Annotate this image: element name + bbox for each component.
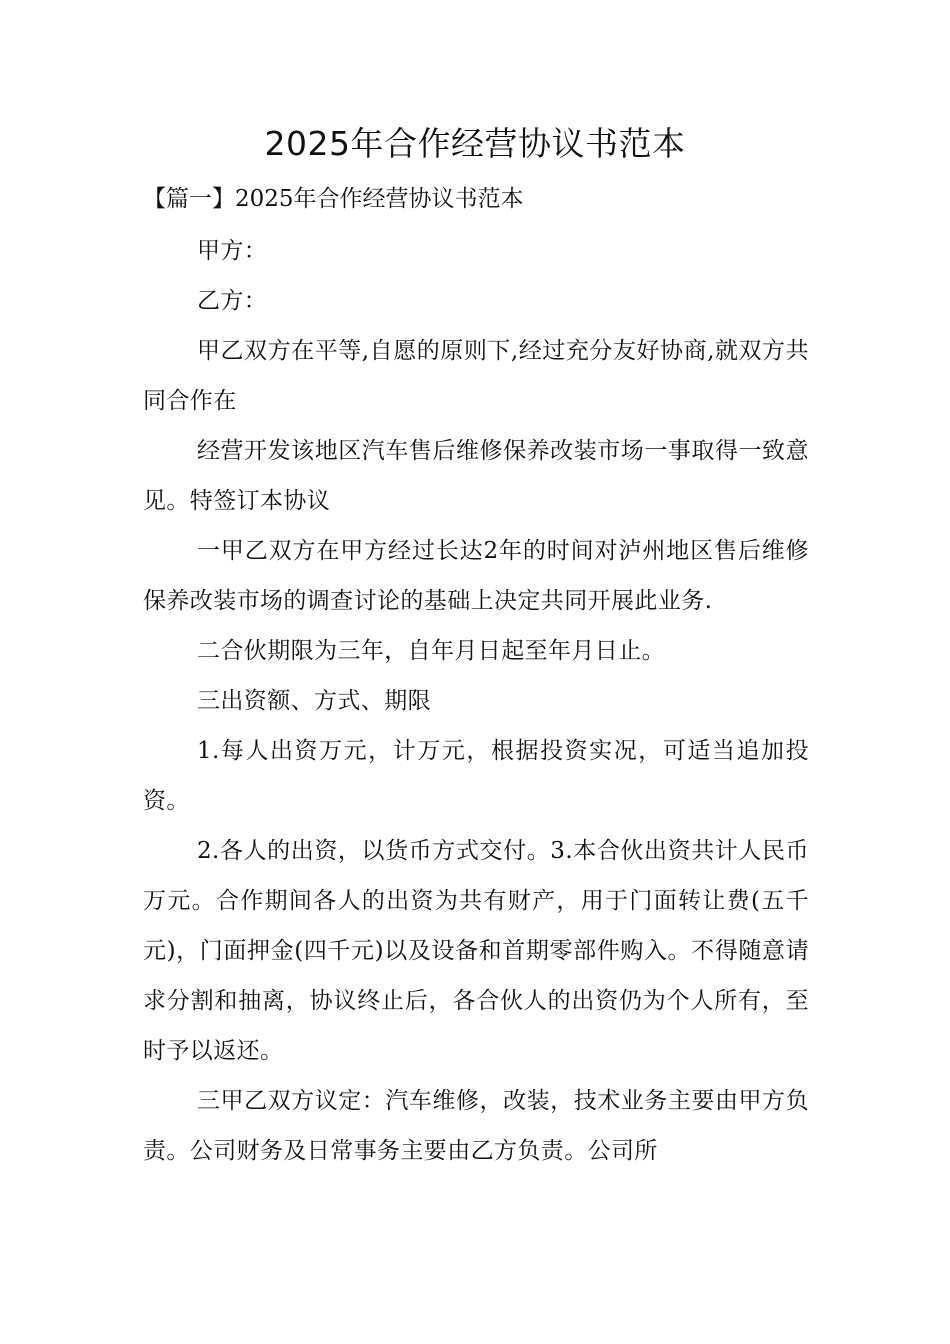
clause-three-item-1: 1.每人出资万元，计万元，根据投资实况，可适当追加投资。 <box>143 738 809 814</box>
agreement-paragraph: 经营开发该地区汽车售后维修保养改装市场一事取得一致意见。特签订本协议 <box>143 438 809 514</box>
party-a-line: 甲方： <box>197 238 268 264</box>
document-title: 2025年合作经营协议书范本 <box>264 124 686 163</box>
document-body <box>143 226 809 1176</box>
clause-responsibilities: 三甲乙双方议定：汽车维修，改装，技术业务主要由甲方负责。公司财务及日常事务主要由乙方负责。公司所 <box>143 1088 809 1164</box>
clause-two: 二合伙期限为三年，自年月日起至年月日止。 <box>197 638 665 664</box>
intro-paragraph: 甲乙双方在平等,自愿的原则下,经过充分友好协商,就双方共同合作在 <box>143 338 809 414</box>
clause-three-heading: 三出资额、方式、期限 <box>197 688 431 714</box>
clause-one: 一甲乙双方在甲方经过长达2年的时间对泸州地区售后维修保养改装市场的调查讨论的基础上决定共同开展此业务. <box>143 538 809 614</box>
clause-three-item-2-3: 2.各人的出资，以货币方式交付。3.本合伙出资共计人民币万元。合作期间各人的出资为共有财产，用于门面转让费(五千元)，门面押金(四千元)以及设备和首期零部件购入。不得随意请求分割和抽离，协议终止后，各合伙人的出资仍为个人所有，至时予以返还。 <box>143 838 809 1064</box>
section-heading: 【篇一】2025年合作经营协议书范本 <box>143 186 524 212</box>
party-b-line: 乙方： <box>197 288 268 314</box>
